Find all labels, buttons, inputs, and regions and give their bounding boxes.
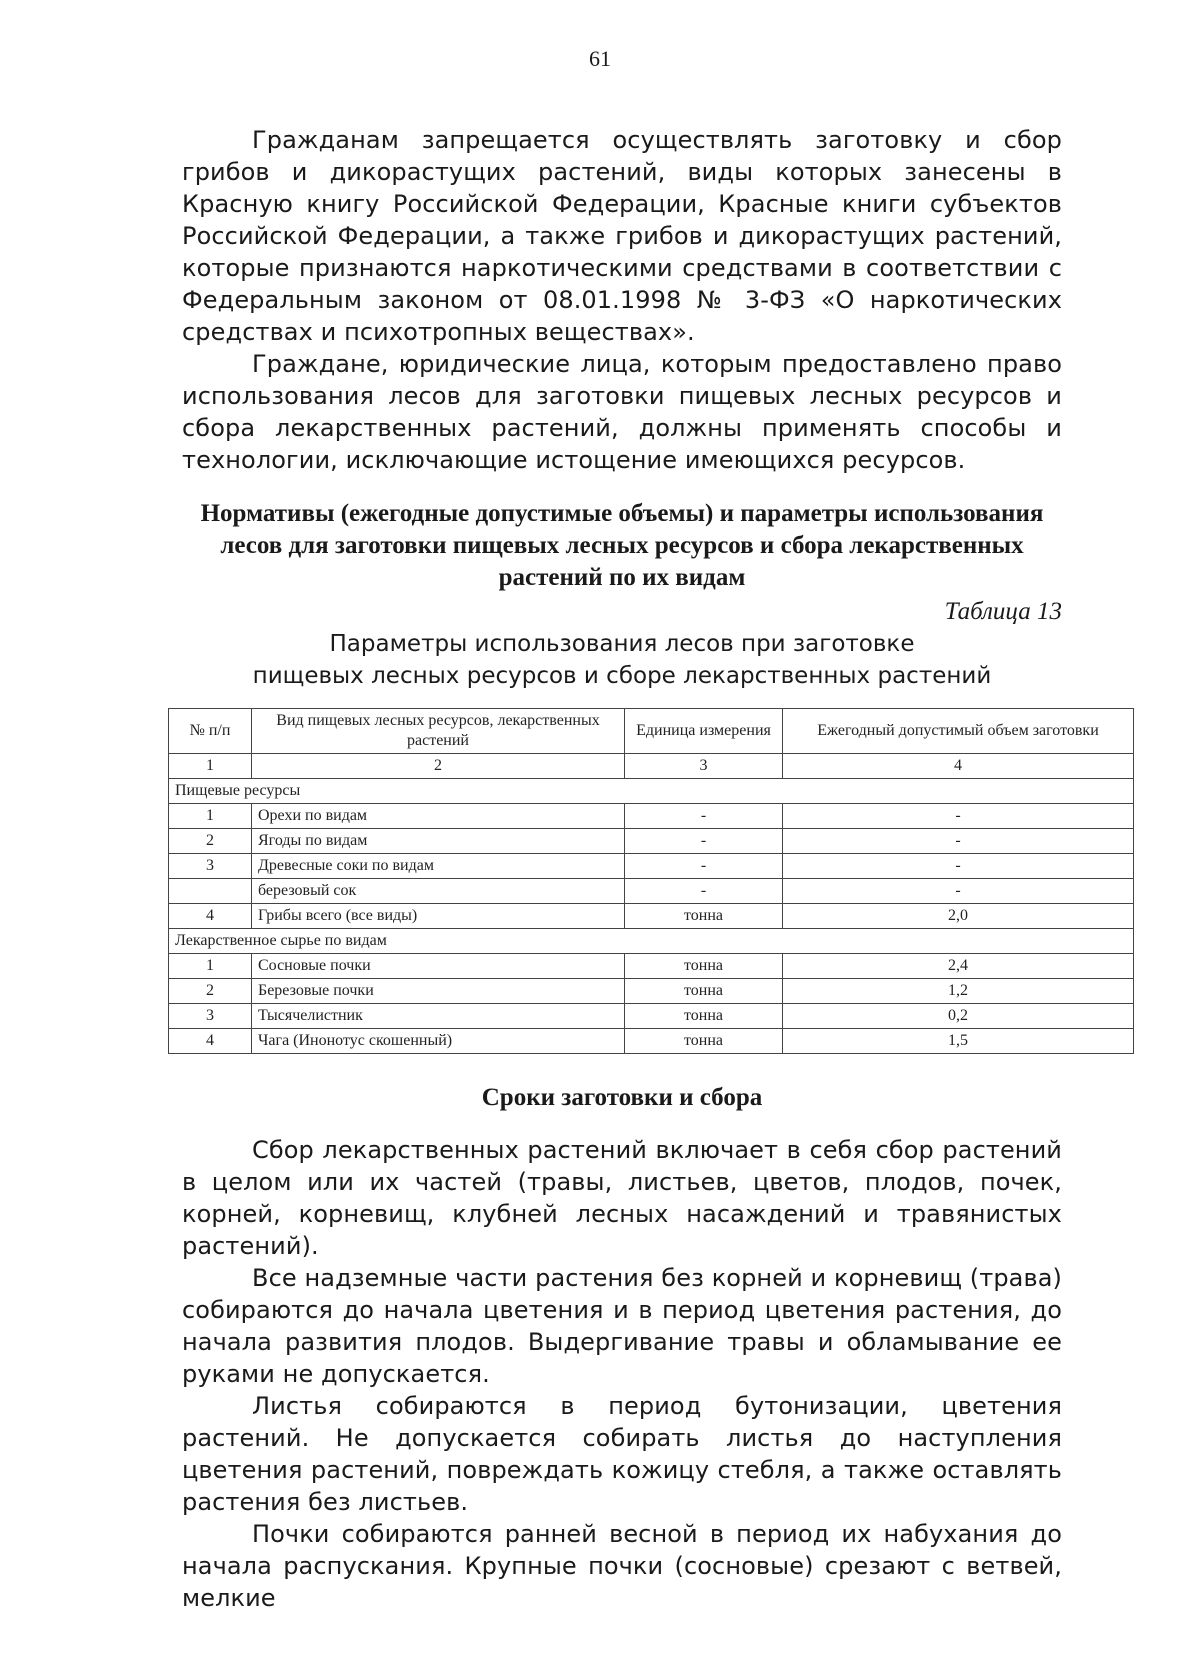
- harvest-title: Сроки заготовки и сбора: [481, 1084, 763, 1111]
- row-volume: -: [783, 854, 1134, 879]
- paragraph-prohibition: Гражданам запрещается осуществлять заготовку и сбор грибов и дикорастущих растений, виды которых занесены в Красную книгу Российской Федерации, Красные книги субъектов Российской Федерации, а также грибов и дикорастущих растений, которые признаются наркотическими средствами в соответствии с Федеральным законом от 08.01.1998 № 3-ФЗ «О наркотических средствах и психотропных веществах».: [182, 126, 1062, 346]
- row-unit: -: [625, 854, 783, 879]
- header-unit: Единица измерения: [625, 709, 783, 754]
- row-unit: -: [625, 804, 783, 829]
- row-name: Чага (Инонотус скошенный): [252, 1029, 625, 1054]
- group-row: [169, 929, 1134, 954]
- row-num: 2: [169, 829, 252, 854]
- table-row: [169, 1029, 1134, 1054]
- table-row: [169, 829, 1134, 854]
- row-name: Орехи по видам: [252, 804, 625, 829]
- col-number: 2: [252, 754, 625, 779]
- table-row: [169, 804, 1134, 829]
- row-num: 3: [169, 854, 252, 879]
- row-unit: тонна: [625, 904, 783, 929]
- table-row: [169, 904, 1134, 929]
- row-volume: 1,2: [783, 979, 1134, 1004]
- paragraph-leaves: Листья собираются в период бутонизации, цветения растений. Не допускается собирать листья до наступления цветения растений, повреждать кожицу стебля, а также оставлять растения без листьев.: [182, 1392, 1062, 1516]
- row-unit: -: [625, 879, 783, 904]
- row-unit: -: [625, 829, 783, 854]
- table-row: [169, 979, 1134, 1004]
- group-title-medicinal: Лекарственное сырье по видам: [169, 929, 1134, 954]
- table-row: [169, 854, 1134, 879]
- row-num: 2: [169, 979, 252, 1004]
- row-num: 1: [169, 804, 252, 829]
- row-num: 1: [169, 954, 252, 979]
- table-subtitle-line-1: Параметры использования лесов при заготовке: [329, 631, 915, 657]
- row-volume: 2,0: [783, 904, 1134, 929]
- row-name: Березовые почки: [252, 979, 625, 1004]
- row-volume: -: [783, 804, 1134, 829]
- row-unit: тонна: [625, 954, 783, 979]
- header-num: № п/п: [169, 709, 252, 754]
- col-number: 3: [625, 754, 783, 779]
- table-row: [169, 954, 1134, 979]
- row-volume: -: [783, 879, 1134, 904]
- row-name: Тысячелистник: [252, 1004, 625, 1029]
- table-subtitle-line-2: пищевых лесных ресурсов и сборе лекарственных растений: [252, 663, 992, 689]
- row-name: Сосновые почки: [252, 954, 625, 979]
- header-volume: Ежегодный допустимый объем заготовки: [783, 709, 1134, 754]
- row-name: березовый сок: [252, 879, 625, 904]
- row-num: 4: [169, 1029, 252, 1054]
- table-header-row: [169, 709, 1134, 754]
- group-row: [169, 779, 1134, 804]
- col-number: 4: [783, 754, 1134, 779]
- row-num: [169, 879, 252, 904]
- row-num: 4: [169, 904, 252, 929]
- table-row: [169, 879, 1134, 904]
- group-title-food: Пищевые ресурсы: [169, 779, 1134, 804]
- paragraph-collection-scope: Сбор лекарственных растений включает в себя сбор растений в целом или их частей (травы, листьев, цветов, плодов, почек, корней, корневищ, клубней лесных насаждений и травянистых растений).: [182, 1136, 1062, 1260]
- page-number: 61: [589, 46, 611, 71]
- row-volume: 1,5: [783, 1029, 1134, 1054]
- paragraph-usage-rights: Граждане, юридические лица, которым предоставлено право использования лесов для заготовки пищевых лесных ресурсов и сбора лекарственных растений, должны применять способы и технологии, исключающие истощение имеющихся ресурсов.: [182, 350, 1062, 474]
- row-unit: тонна: [625, 1004, 783, 1029]
- paragraph-above-ground-parts: Все надземные части растения без корней и корневищ (трава) собираются до начала цветения и в период цветения растения, до начала развития плодов. Выдергивание травы и обламывание ее руками не допускается.: [182, 1264, 1062, 1388]
- row-unit: тонна: [625, 979, 783, 1004]
- row-name: Грибы всего (все виды): [252, 904, 625, 929]
- row-name: Ягоды по видам: [252, 829, 625, 854]
- row-volume: 0,2: [783, 1004, 1134, 1029]
- row-unit: тонна: [625, 1029, 783, 1054]
- column-number-row: [169, 754, 1134, 779]
- paragraph-buds: Почки собираются ранней весной в период их набухания до начала распускания. Крупные почки (сосновые) срезают с ветвей, мелкие: [182, 1520, 1062, 1612]
- row-name: Древесные соки по видам: [252, 854, 625, 879]
- col-number: 1: [169, 754, 252, 779]
- header-name: Вид пищевых лесных ресурсов, лекарственных растений: [252, 709, 625, 754]
- table-row: [169, 1004, 1134, 1029]
- row-num: 3: [169, 1004, 252, 1029]
- usage-parameters-table: [168, 708, 1134, 1054]
- table-caption: Таблица 13: [944, 598, 1062, 625]
- norms-title: Нормативы (ежегодные допустимые объемы) и параметры использования лесов для заготовки пищевых лесных ресурсов и сбора лекарственных растений по их видам: [200, 500, 1044, 591]
- page-content: [175, 124, 1099, 1614]
- row-volume: 2,4: [783, 954, 1134, 979]
- row-volume: -: [783, 829, 1134, 854]
